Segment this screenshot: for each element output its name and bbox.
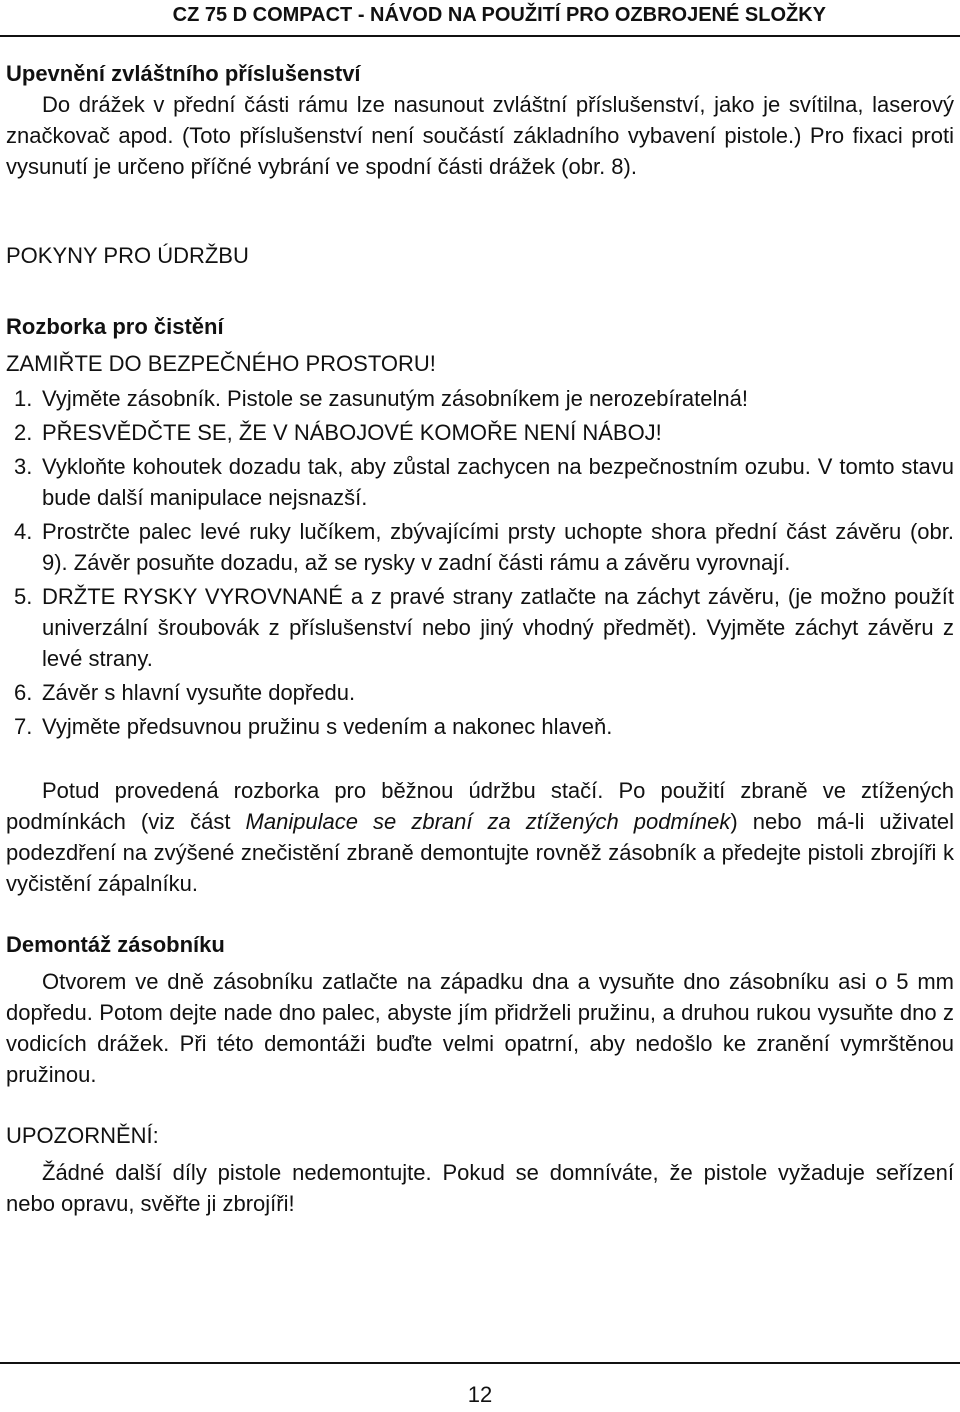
step-item: 5. DRŽTE RYSKY VYROVNANÉ a z pravé strany zatlačte na záchyt závěru, (je možno použít univerzální šroubovák z příslušenství nebo jiný vhodný předmět). Vyjměte záchyt závěru z levé strany. [14,584,954,671]
step-item: 1. Vyjměte zásobník. Pistole se zasunutým zásobníkem je nerozebíratelná! [14,386,748,411]
page-content [6,58,954,1219]
running-header: CZ 75 D COMPACT - NÁVOD NA POUŽITÍ PRO OZBROJENÉ SLOŽKY [172,4,826,26]
magazine-paragraph: Otvorem ve dně zásobníku zatlačte na západku dna a vysuňte dno zásobníku asi o 5 mm dopředu. Potom dejte nade dno palec, abyste jím přidrželi pružinu, a druhou rukou vysuňte dno z vodicích drážek. Při této demontáži buďte velmi opatrní, aby nedošlo ke zranění vymrštěnou pružinou. [6,969,954,1087]
step-item: 3. Vykloňte kohoutek dozadu tak, aby zůstal zachycen na bezpečnostním ozubu. V tomto stavu bude další manipulace nejsnazší. [14,454,954,510]
step-item: 7. Vyjměte předsuvnou pružinu s vedením a nakonec hlaveň. [14,714,613,739]
accessories-paragraph: Do drážek v přední části rámu lze nasunout zvláštní příslušenství, jako je svítilna, laserový značkovač apod. (Toto příslušenství není součástí základního vybavení pistole.) Pro fixaci proti vysunutí je určeno příčné vybrání ve spodní části drážek (obr. 8). [6,92,954,179]
maintenance-title: POKYNY PRO ÚDRŽBU [6,243,249,268]
magazine-heading: Demontáž zásobníku [6,932,225,957]
step-item: 6. Závěr s hlavní vysuňte dopředu. [14,680,356,705]
section-reference: Manipulace se zbraní za ztížených podmínek [245,809,731,834]
notice-label: UPOZORNĚNÍ: [6,1123,159,1148]
footer-rule [0,1362,960,1364]
accessories-heading: Upevnění zvláštního příslušenství [6,61,361,86]
step-item: 2. PŘESVĚDČTE SE, ŽE V NÁBOJOVÉ KOMOŘE NENÍ NÁBOJ! [14,420,662,445]
safety-warning: ZAMIŘTE DO BEZPEČNÉHO PROSTORU! [6,351,436,376]
step-item: 4. Prostrčte palec levé ruky lučíkem, zbývajícími prsty uchopte shora přední část závěru (obr. 9). Závěr posuňte dozadu, až se rysky v zadní části rámu a závěru vyrovnají. [14,519,954,575]
header-rule [0,35,960,37]
disassembly-heading: Rozborka pro čistění [6,314,224,339]
closing-paragraph: Potud provedená rozborka pro běžnou údržbu stačí. Po použití zbraně ve ztížených podmínkách (viz část Manipulace se zbraní za ztížených podmínek) nebo má-li uživatel podezdření na zvýšené znečistění zbraně demontujte rovněž zásobník a předejte pistoli zbrojíři k vyčistění zápalníku. [6,778,954,896]
disassembly-steps [6,383,954,742]
notice-paragraph: Žádné další díly pistole nedemontujte. Pokud se domníváte, že pistole vyžaduje seřízení nebo opravu, svěřte ji zbrojíři! [6,1160,954,1216]
page-number: 12 [467,1382,493,1407]
